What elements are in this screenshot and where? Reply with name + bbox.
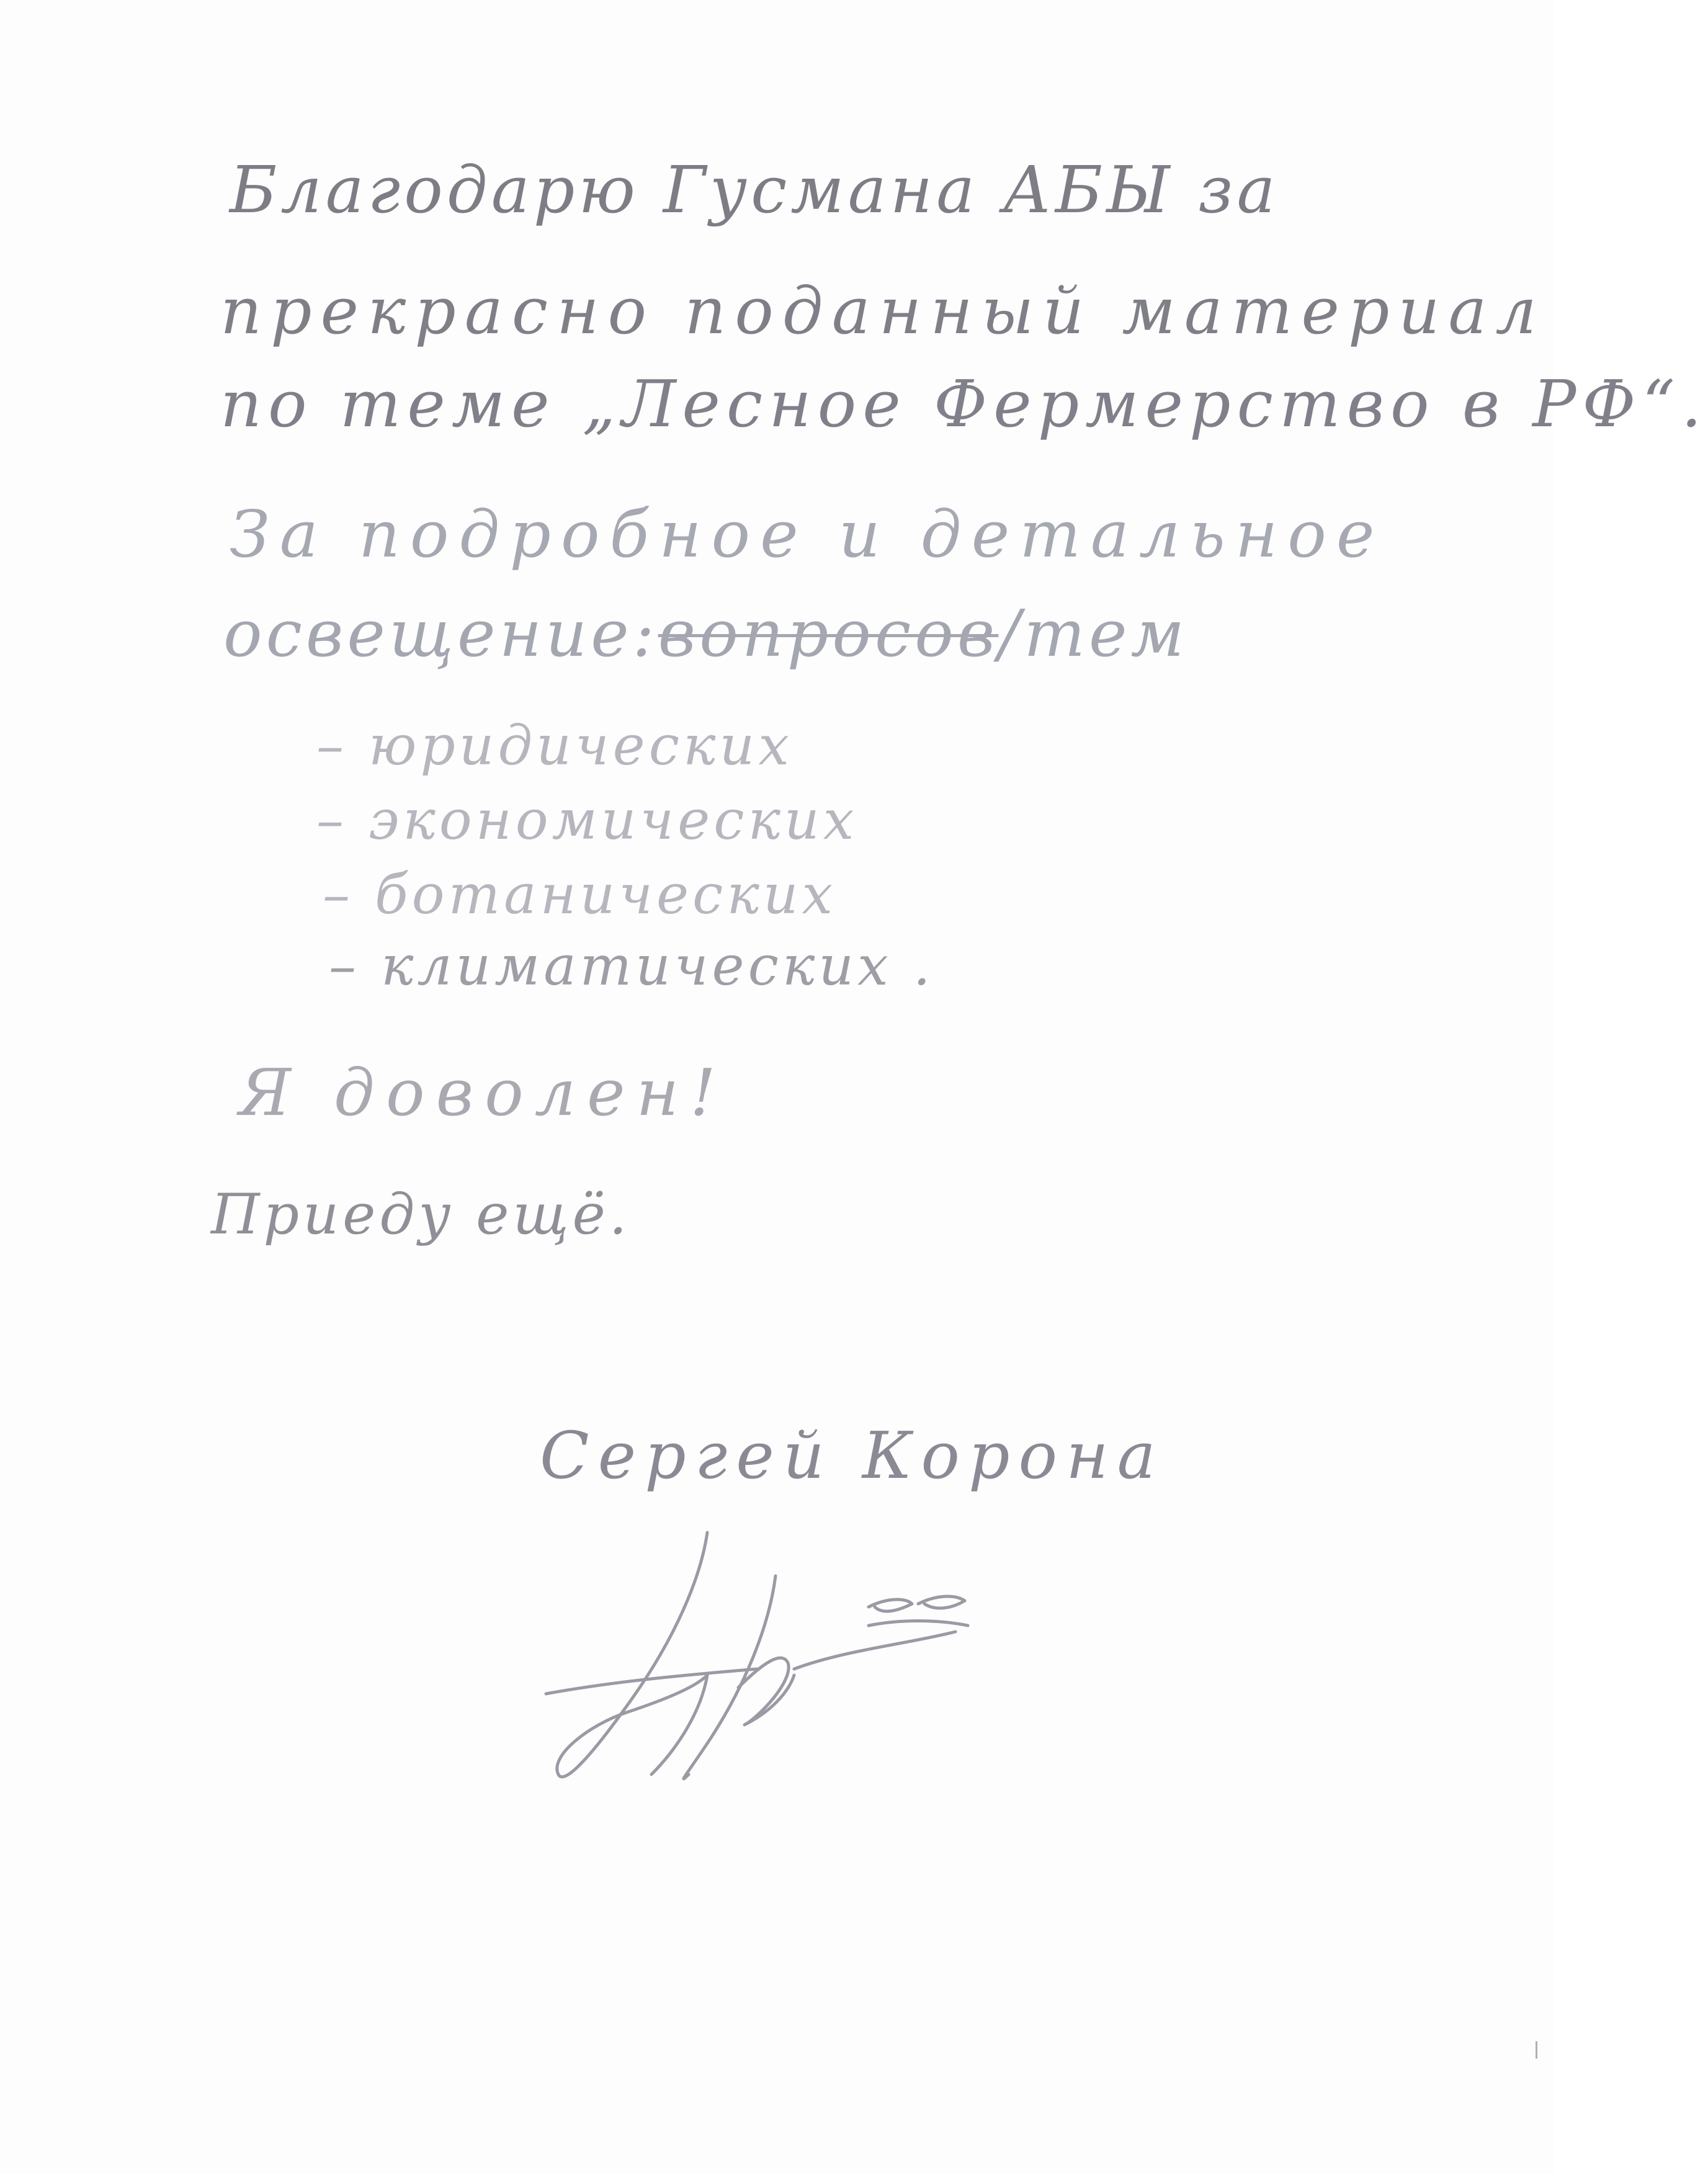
text-line-topic: по теме „Лесное Фермерство в РФ“.: [220, 366, 1708, 442]
text-line-thanks: Благодарю Гусмана АБЫ за: [230, 152, 1279, 228]
coverage-label: освещение:: [223, 596, 658, 671]
topic-item: – юридических: [316, 713, 793, 777]
text-line-coverage: [223, 596, 1188, 671]
text-line-satisfied: Я доволен!: [239, 1055, 727, 1130]
text-line-return: Приеду ещё.: [211, 1182, 631, 1247]
signer-name: Сергей Корона: [540, 1418, 1165, 1493]
text-line-material: прекрасно поданный материал: [220, 273, 1545, 349]
text-line-detailed: За подробное и детальное: [230, 496, 1385, 572]
handwritten-signature: [521, 1526, 1030, 1812]
paper-mark: [1536, 2041, 1537, 2059]
topic-item: – ботанических: [323, 862, 837, 926]
struck-word: вопросов: [658, 596, 999, 671]
topic-item: – климатических .: [329, 934, 934, 998]
topic-item: – экономических: [316, 788, 858, 852]
coverage-end: /тем: [998, 596, 1188, 671]
